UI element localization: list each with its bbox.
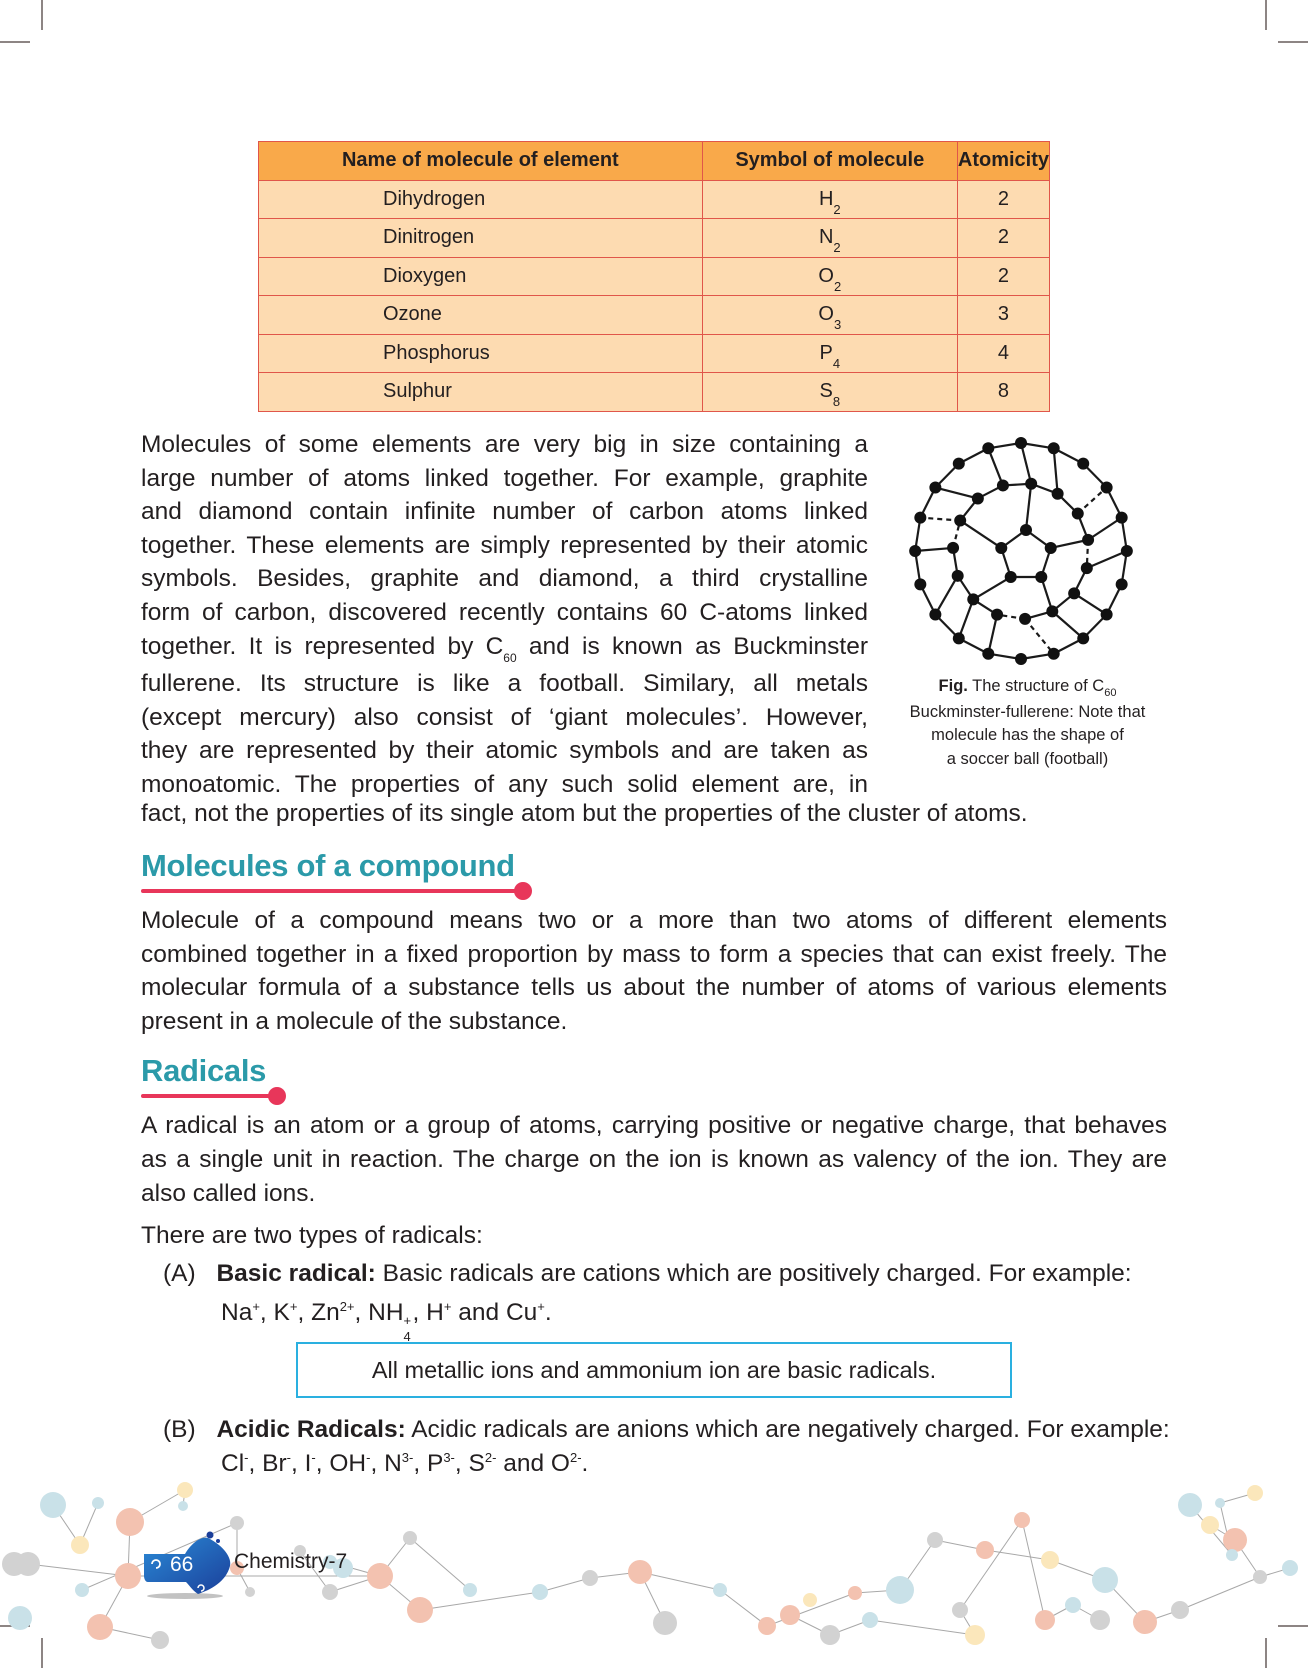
symbol-base: P (819, 341, 833, 364)
atom-node (1092, 1567, 1118, 1593)
subscript: 4 (832, 355, 841, 371)
separator: , (297, 1299, 312, 1326)
separator: , (315, 1450, 330, 1477)
atom-node (115, 1563, 141, 1589)
paragraph-line (141, 630, 868, 668)
bond-line (640, 1572, 720, 1590)
atom-node (1041, 1551, 1059, 1569)
subscript: 60 (1104, 687, 1117, 699)
atom-node (178, 1501, 188, 1511)
atom-dot (1025, 478, 1037, 490)
subscript: 4 (403, 1329, 411, 1344)
atom-node (848, 1586, 862, 1600)
list-marker: (A) (163, 1260, 196, 1287)
ion-symbol: H (426, 1299, 444, 1326)
atom-dot (929, 608, 941, 620)
separator: . (544, 1299, 552, 1326)
atom-node (653, 1611, 677, 1635)
ion (469, 1450, 551, 1477)
ion (262, 1450, 304, 1477)
atom-node (177, 1482, 193, 1498)
paragraph-line: monoatomic. The properties of any such solid element are, in (141, 770, 868, 798)
ion (311, 1299, 368, 1326)
atom-node (780, 1605, 800, 1625)
list-marker: (B) (163, 1416, 196, 1443)
atom-dot (1121, 545, 1133, 557)
bond-line (1180, 1577, 1260, 1610)
compound-paragraph (141, 904, 1167, 1005)
atom-node (886, 1576, 914, 1604)
basic-radical-examples (221, 1296, 552, 1344)
ion (221, 1450, 262, 1477)
bond (1054, 448, 1058, 493)
paragraph-line: symbols. Besides, graphite and diamond, a third crystalline (141, 565, 868, 593)
paragraph-line: large number of atoms linked together. For example, graphite (141, 464, 868, 492)
giant-molecules-paragraph (141, 428, 868, 802)
ion-symbol: K (273, 1299, 290, 1326)
separator: , (454, 1450, 469, 1477)
symbol-base: S (819, 380, 833, 403)
bond (1021, 443, 1031, 484)
atomicity: 3 (957, 296, 1049, 335)
crop-mark (41, 0, 43, 30)
caption-line: molecule has the shape of (931, 726, 1124, 744)
molecule-name: Dinitrogen (259, 219, 703, 258)
atom-dot (1046, 605, 1058, 617)
atom-node (1133, 1610, 1157, 1634)
atom-node (71, 1536, 89, 1554)
radical-types-intro: There are two types of radicals: (141, 1222, 483, 1249)
page-number: 66 (170, 1553, 194, 1576)
atom-node (1171, 1601, 1189, 1619)
table-row (259, 257, 1050, 296)
atom-dot (1020, 524, 1032, 536)
crop-mark (1265, 0, 1267, 30)
subscript: 8 (832, 394, 841, 410)
atom-node (758, 1617, 776, 1635)
paragraph-line: molecular formula of a substance tells us about the number of atoms of various elements (141, 974, 1167, 1002)
atom-dot (1048, 648, 1060, 660)
ion-symbol: Na (221, 1299, 253, 1326)
book-title: Chemistry-7 (234, 1550, 348, 1573)
ion (426, 1299, 506, 1326)
atom-dot (991, 609, 1003, 621)
atom-node (952, 1602, 968, 1618)
atom-node (1065, 1597, 1081, 1613)
separator: and (451, 1299, 506, 1326)
charge: + (289, 1299, 298, 1314)
paragraph-line: combined together in a fixed proportion by mass to form a species that can exist freely. The (141, 940, 1167, 968)
atom-dot (954, 515, 966, 527)
note-box (296, 1342, 1012, 1398)
paragraph-line: fullerene. Its structure is like a football. Similary, all metals (141, 670, 868, 698)
atom-node (40, 1492, 66, 1518)
atom-dot (953, 458, 965, 470)
atom-dot (982, 442, 994, 454)
symbol-base: H (818, 187, 834, 210)
ion-symbol: NH (368, 1299, 404, 1326)
molecule-symbol (702, 180, 957, 219)
atom-node (1035, 1610, 1055, 1630)
atom-node (367, 1563, 393, 1589)
atom-dot (1019, 613, 1031, 625)
atom-dot (914, 512, 926, 524)
text-run: The structure of C (967, 677, 1105, 695)
charge: - (244, 1450, 249, 1465)
atom-dot (929, 482, 941, 494)
atom-node (1247, 1485, 1263, 1501)
bond (1025, 619, 1054, 654)
charge: 3- (443, 1450, 455, 1465)
atomicity: 2 (957, 180, 1049, 219)
atom-dot (909, 545, 921, 557)
term: Acidic Radicals: (216, 1416, 406, 1443)
separator: , (290, 1450, 305, 1477)
bond-line (960, 1520, 1022, 1610)
atom-dot (1077, 458, 1089, 470)
definition: Basic radicals are cations which are positively charged. For example: (375, 1260, 1132, 1287)
note-text: All metallic ions and ammonium ion are basic radicals. (371, 1356, 937, 1383)
atom-dot (947, 542, 959, 554)
bond (988, 615, 997, 654)
atomicity: 4 (957, 334, 1049, 373)
heading-underline (141, 889, 521, 893)
table-row (259, 373, 1050, 412)
charge: + (443, 1299, 452, 1314)
atomicity: 8 (957, 373, 1049, 412)
atom-dot (1077, 632, 1089, 644)
atom-node (965, 1625, 985, 1645)
ion-symbol: N (384, 1450, 402, 1477)
atom-dot (1015, 653, 1027, 665)
caption-line: Buckminster-fullerene: Note that (909, 702, 1146, 721)
ion (506, 1299, 552, 1326)
separator: , (412, 1299, 427, 1326)
symbol-base: O (818, 264, 834, 287)
ion-symbol: Zn (311, 1299, 340, 1326)
atom-dot (953, 632, 965, 644)
atom-node (1226, 1549, 1238, 1561)
table-row (259, 180, 1050, 219)
separator: , (248, 1450, 263, 1477)
atom-dot (982, 648, 994, 660)
charge: - (366, 1450, 371, 1465)
atom-dot (1101, 482, 1113, 494)
atom-node (1253, 1570, 1267, 1584)
bond (1088, 518, 1122, 540)
bond (959, 599, 973, 638)
crop-mark (1278, 41, 1308, 43)
atom-node (403, 1531, 417, 1545)
bond-line (870, 1620, 975, 1635)
charge: - (286, 1450, 291, 1465)
charge: 2- (569, 1450, 582, 1465)
atom-node (713, 1583, 727, 1597)
table-header-row (259, 142, 1050, 181)
paragraph-line: they are represented by their atomic symbols and are taken as (141, 737, 868, 765)
charge: + (403, 1313, 412, 1328)
ion (305, 1450, 330, 1477)
atom-dot (1035, 571, 1047, 583)
acidic-radical-examples (221, 1447, 588, 1484)
paragraph-last-line: also called ions. (141, 1180, 316, 1207)
subscript: 2 (833, 240, 841, 256)
paragraph-line: A radical is an atom or a group of atoms, carrying positive or negative charge, that behaves (141, 1112, 1167, 1139)
atom-node (75, 1583, 89, 1597)
ion (329, 1450, 384, 1477)
atom-dot (952, 570, 964, 582)
atom-dot (1048, 442, 1060, 454)
heading-underline-dot (268, 1087, 286, 1105)
molecule-symbol (702, 257, 957, 296)
buckminsterfullerene-icon (905, 435, 1137, 667)
molecule-name: Ozone (259, 296, 703, 335)
atom-node (803, 1593, 817, 1607)
separator: , (370, 1450, 385, 1477)
section-heading-compound: Molecules of a compound (141, 848, 515, 883)
column-header: Atomicity (957, 142, 1049, 181)
paragraph-line: form of carbon, discovered recently contains 60 C-atoms linked (141, 598, 868, 626)
atom-node (8, 1606, 32, 1630)
atom-node (1178, 1493, 1202, 1517)
crop-mark (0, 41, 30, 43)
paragraph-last-line: fact, not the properties of its single atom but the properties of the cluster of atoms. (141, 800, 1028, 827)
atom-dot (1052, 488, 1064, 500)
bond (935, 576, 957, 615)
atom-node (927, 1532, 943, 1548)
atom-dot (1082, 534, 1094, 546)
atom-node (820, 1625, 840, 1645)
molecule-name: Dihydrogen (259, 180, 703, 219)
caption-label: Fig. (938, 677, 968, 695)
bond (1052, 611, 1083, 638)
atom-dot (997, 479, 1009, 491)
charge: 3- (401, 1450, 414, 1465)
ion (274, 1299, 312, 1326)
charge: - (311, 1450, 316, 1465)
caption-line (880, 675, 1175, 701)
bond-line (410, 1538, 470, 1590)
acidic-radical-item (163, 1413, 1170, 1447)
subscript: 3 (833, 317, 842, 333)
atom-node (1014, 1512, 1030, 1528)
ion-symbol: Cl (221, 1450, 245, 1477)
ion-symbol: O (550, 1450, 570, 1477)
heading-underline (141, 1094, 276, 1098)
ion-symbol: P (426, 1450, 444, 1477)
column-header: Name of molecule of element (259, 142, 703, 181)
bond (1087, 551, 1127, 568)
atom-dot (1101, 608, 1113, 620)
atomicity-table (258, 141, 1050, 412)
molecule-symbol (702, 373, 957, 412)
paragraph-line: and diamond contain infinite number of carbon atoms linked (141, 498, 868, 526)
atomicity: 2 (957, 219, 1049, 258)
atom-node (151, 1631, 169, 1649)
atom-dot (1068, 587, 1080, 599)
ion-symbol: S (468, 1450, 485, 1477)
text-run: and is known as Buckminster (516, 632, 868, 660)
ion-symbol: Cu (505, 1299, 538, 1326)
charge: + (252, 1299, 260, 1314)
paragraph-line: together. These elements are simply represented by their atomic (141, 531, 868, 559)
charge: + (537, 1299, 545, 1314)
ion (427, 1450, 469, 1477)
bond-line (420, 1592, 540, 1610)
figure-caption (880, 675, 1175, 771)
atom-dot (1116, 512, 1128, 524)
atom-node (1223, 1528, 1247, 1552)
atom-node (1090, 1610, 1110, 1630)
atom-node (407, 1597, 433, 1623)
atom-dot (1081, 562, 1093, 574)
subscript: 60 (503, 650, 517, 665)
paragraph-line: as a single unit in reaction. The charge on the ion is known as valency of the ion. They are (141, 1145, 1167, 1173)
term: Basic radical: (216, 1260, 376, 1287)
paragraph-line: (except mercury) also consist of ‘giant molecules’. However, (141, 703, 868, 731)
atom-node (1201, 1516, 1219, 1534)
radicals-paragraph (141, 1109, 1167, 1176)
atom-node (322, 1584, 338, 1600)
atom-dot (1015, 437, 1027, 449)
ion-symbol: OH (329, 1450, 367, 1477)
heading-underline-dot (514, 882, 532, 900)
atom-node (245, 1587, 255, 1597)
atom-node (230, 1516, 244, 1530)
atom-node (87, 1614, 113, 1640)
separator: , (354, 1299, 369, 1326)
atom-dot (914, 578, 926, 590)
table-row (259, 334, 1050, 373)
atom-dot (967, 593, 979, 605)
molecule-name: Phosphorus (259, 334, 703, 373)
subscript: 2 (833, 201, 841, 217)
atom-dot (995, 542, 1007, 554)
molecule-name: Sulphur (259, 373, 703, 412)
subscript: 2 (833, 278, 842, 294)
atom-dot (1116, 578, 1128, 590)
paragraph-line: Molecules of some elements are very big in size containing a (141, 431, 868, 458)
bond-line (1022, 1520, 1045, 1620)
molecule-symbol (702, 296, 957, 335)
separator: , (413, 1450, 427, 1477)
ion-symbol: Br (262, 1450, 287, 1477)
paragraph-line: Molecule of a compound means two or a more than two atoms of different elements (141, 907, 1167, 934)
symbol-base: N (818, 226, 834, 249)
ion (221, 1299, 274, 1326)
atom-node (463, 1583, 477, 1597)
atom-node (976, 1541, 994, 1559)
atom-dot (1005, 571, 1017, 583)
basic-radical-item (163, 1257, 1132, 1291)
separator: . (581, 1450, 589, 1477)
atom-node (16, 1552, 40, 1576)
bond (973, 577, 1010, 599)
paragraph-last-line: present in a molecule of the substance. (141, 1008, 568, 1035)
column-header: Symbol of molecule (702, 142, 957, 181)
separator: and (496, 1450, 551, 1477)
separator: , (259, 1299, 274, 1326)
atom-node (92, 1497, 104, 1509)
definition: Acidic radicals are anions which are negatively charged. For example: (405, 1416, 1170, 1443)
atom-dot (1045, 542, 1057, 554)
bond (935, 488, 977, 499)
ion (551, 1450, 588, 1477)
bond (1026, 484, 1031, 530)
atom-node (532, 1584, 548, 1600)
symbol-base: O (818, 303, 834, 326)
atom-node (1282, 1560, 1298, 1576)
table-row (259, 219, 1050, 258)
caption-line: a soccer ball (football) (946, 749, 1109, 768)
bond-line (28, 1564, 128, 1576)
atom-dot (972, 492, 984, 504)
atom-node (628, 1560, 652, 1584)
section-heading-radicals: Radicals (141, 1053, 267, 1088)
bond (960, 521, 1001, 548)
ion-symbol: I (304, 1450, 312, 1477)
ion (384, 1450, 427, 1477)
atom-node (582, 1570, 598, 1586)
charge: 2+ (339, 1299, 355, 1314)
atom-node (862, 1612, 878, 1628)
atom-dot (1072, 508, 1084, 520)
text-run: together. It is represented by C (141, 632, 504, 660)
atom-node (1215, 1498, 1225, 1508)
charge: 2- (484, 1450, 497, 1465)
ion (368, 1299, 427, 1344)
atomicity: 2 (957, 257, 1049, 296)
molecule-name: Dioxygen (259, 257, 703, 296)
table-row (259, 296, 1050, 335)
molecule-symbol (702, 334, 957, 373)
bond-line (985, 1550, 1050, 1560)
molecule-symbol (702, 219, 957, 258)
